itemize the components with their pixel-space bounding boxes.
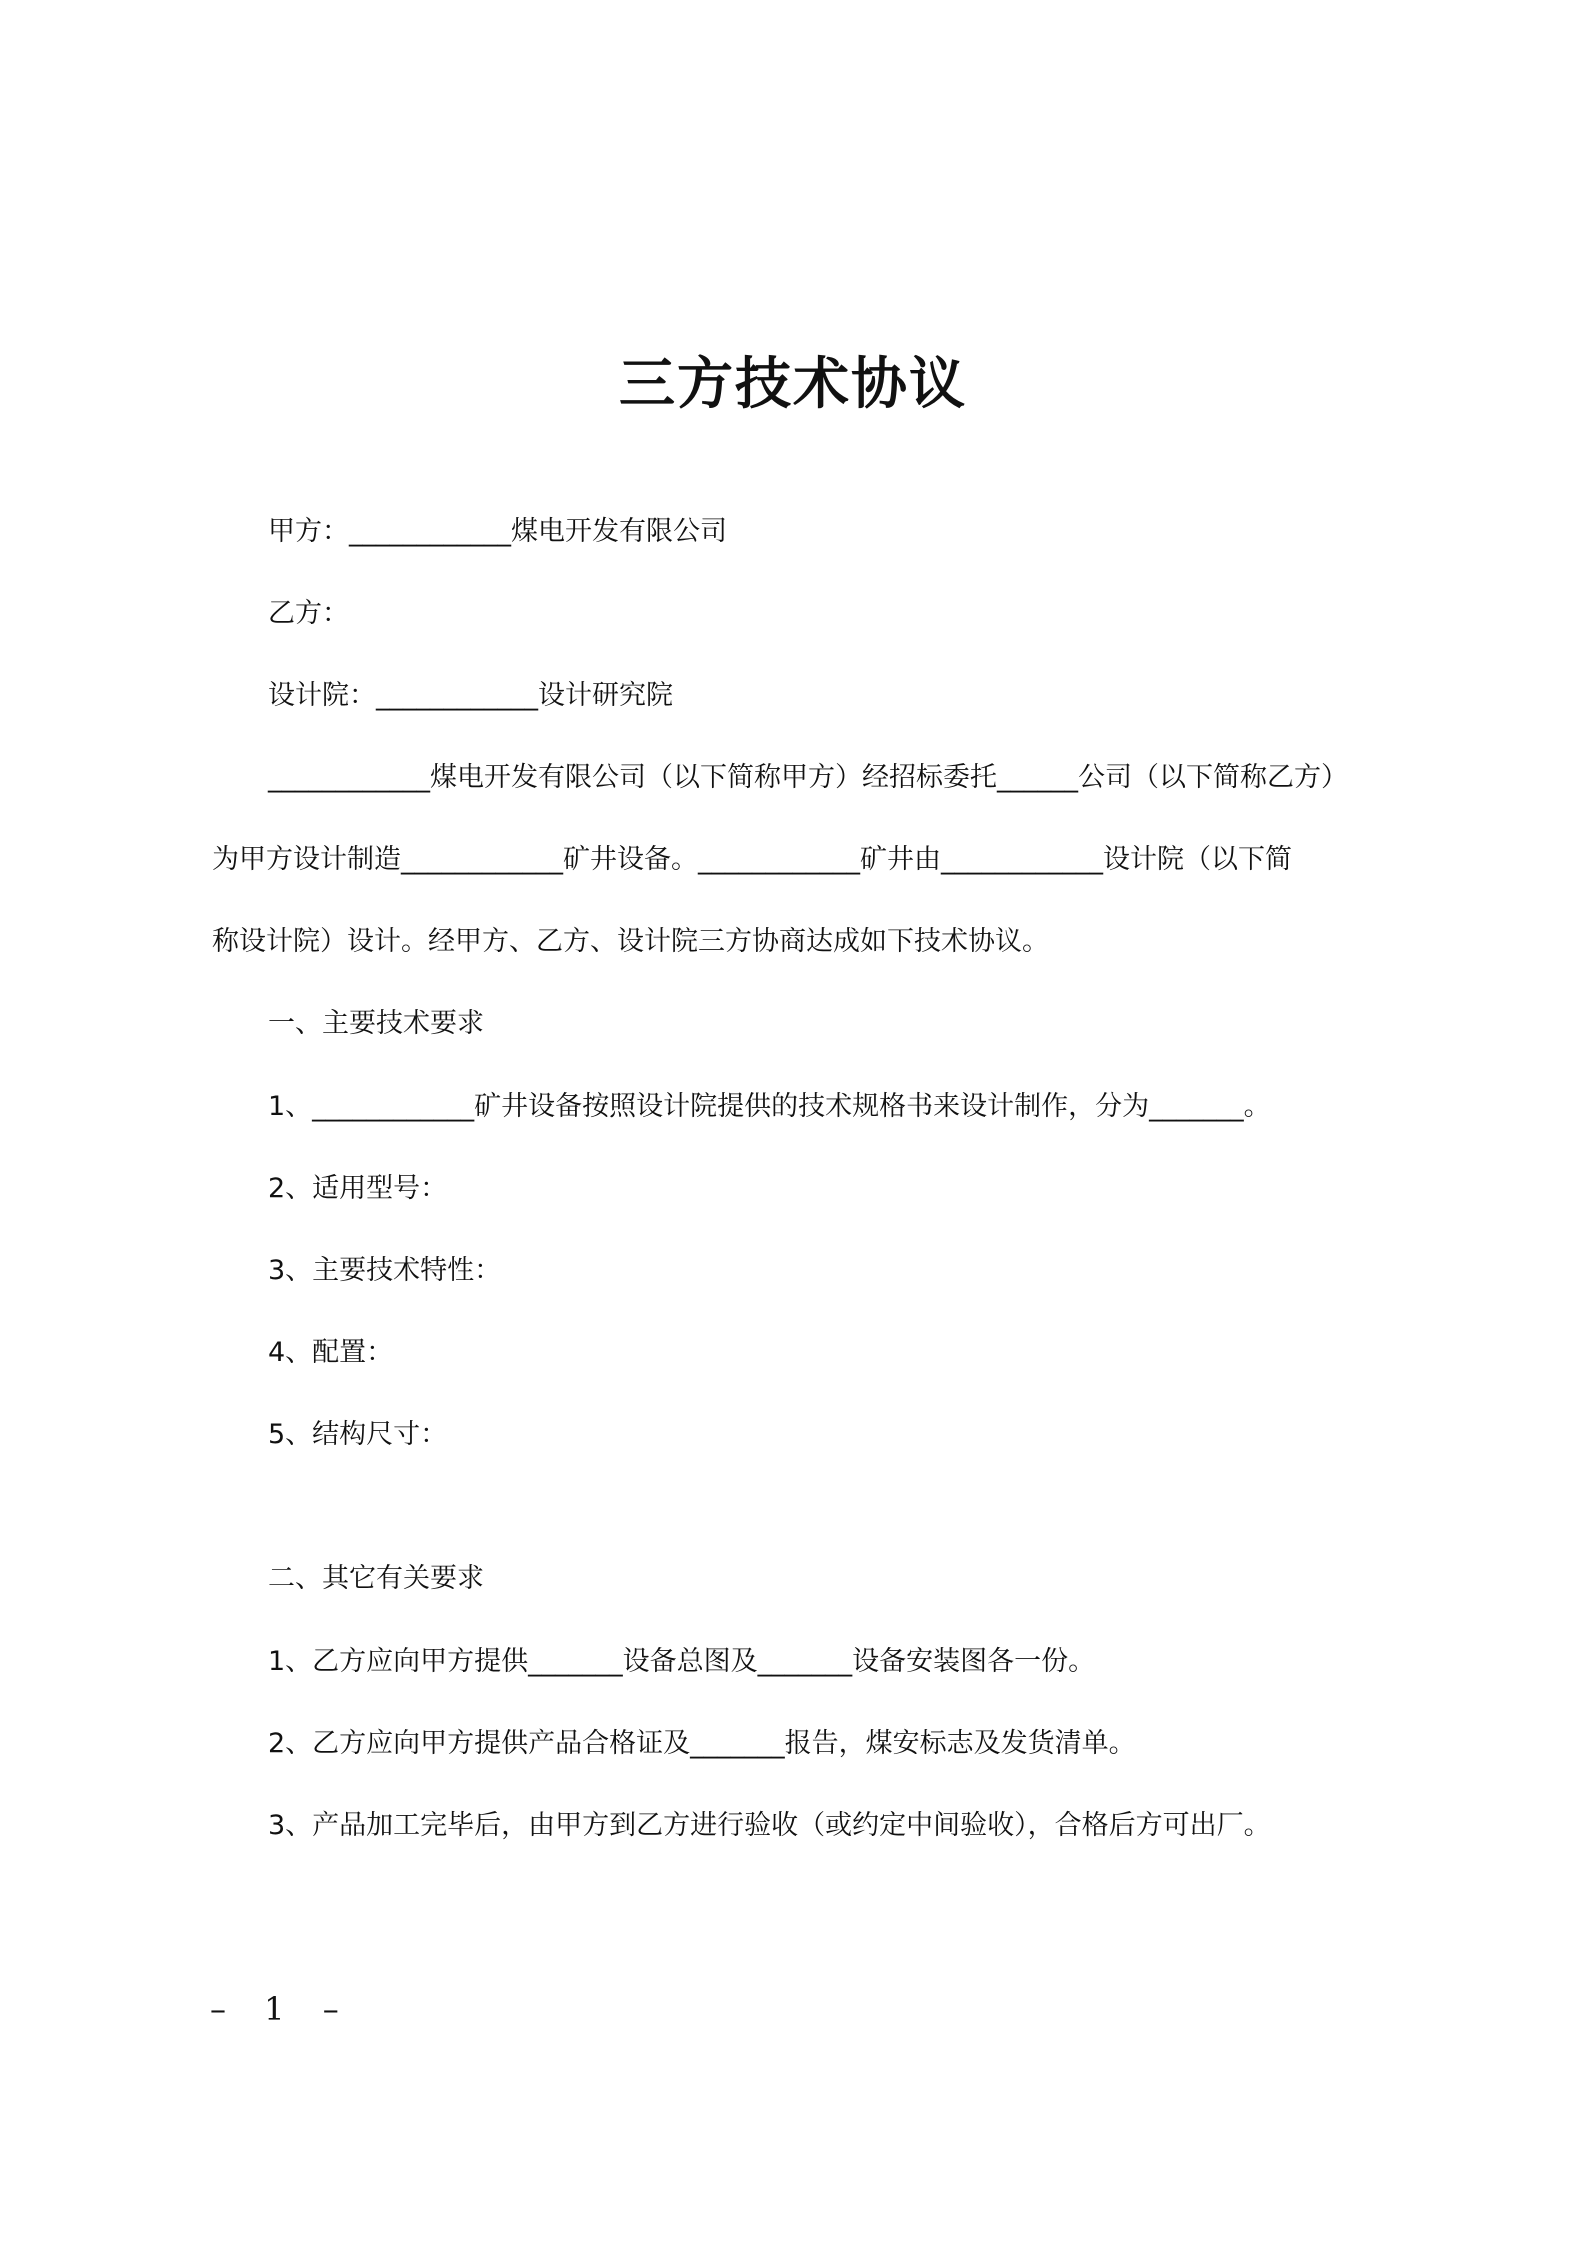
section-2-item-1: 1、乙方应向甲方提供_______设备总图及_______设备安装图各一份。 [268, 1646, 1096, 1677]
section-1-item-2: 2、适用型号： [268, 1173, 448, 1204]
section-1-item-4: 4、配置： [268, 1337, 394, 1368]
section-1-item-1: 1、____________矿井设备按照设计院提供的技术规格书来设计制作，分为_______。 [268, 1091, 1271, 1122]
section-2-heading: 二、其它有关要求 [268, 1563, 484, 1594]
document-title: 三方技术协议 [619, 352, 967, 417]
intro-line-1: ____________煤电开发有限公司（以下简称甲方）经招标委托______公司（以下简称乙方） [268, 762, 1348, 793]
section-1-item-3: 3、主要技术特性： [268, 1255, 502, 1286]
page-number: – 1 – [210, 1990, 353, 2028]
design-institute-line: 设计院：____________设计研究院 [268, 680, 673, 711]
section-1-heading: 一、主要技术要求 [268, 1008, 484, 1039]
party-a-line: 甲方：____________煤电开发有限公司 [268, 516, 727, 547]
intro-line-2: 为甲方设计制造____________矿井设备。____________矿井由____________设计院（以下简 [212, 844, 1292, 875]
section-2-item-3: 3、产品加工完毕后，由甲方到乙方进行验收（或约定中间验收），合格后方可出厂。 [268, 1810, 1271, 1841]
party-b-line: 乙方： [268, 598, 349, 629]
intro-line-3: 称设计院）设计。经甲方、乙方、设计院三方协商达成如下技术协议。 [212, 926, 1049, 957]
section-2-item-2: 2、乙方应向甲方提供产品合格证及_______报告，煤安标志及发货清单。 [268, 1728, 1136, 1759]
section-1-item-5: 5、结构尺寸： [268, 1419, 448, 1450]
